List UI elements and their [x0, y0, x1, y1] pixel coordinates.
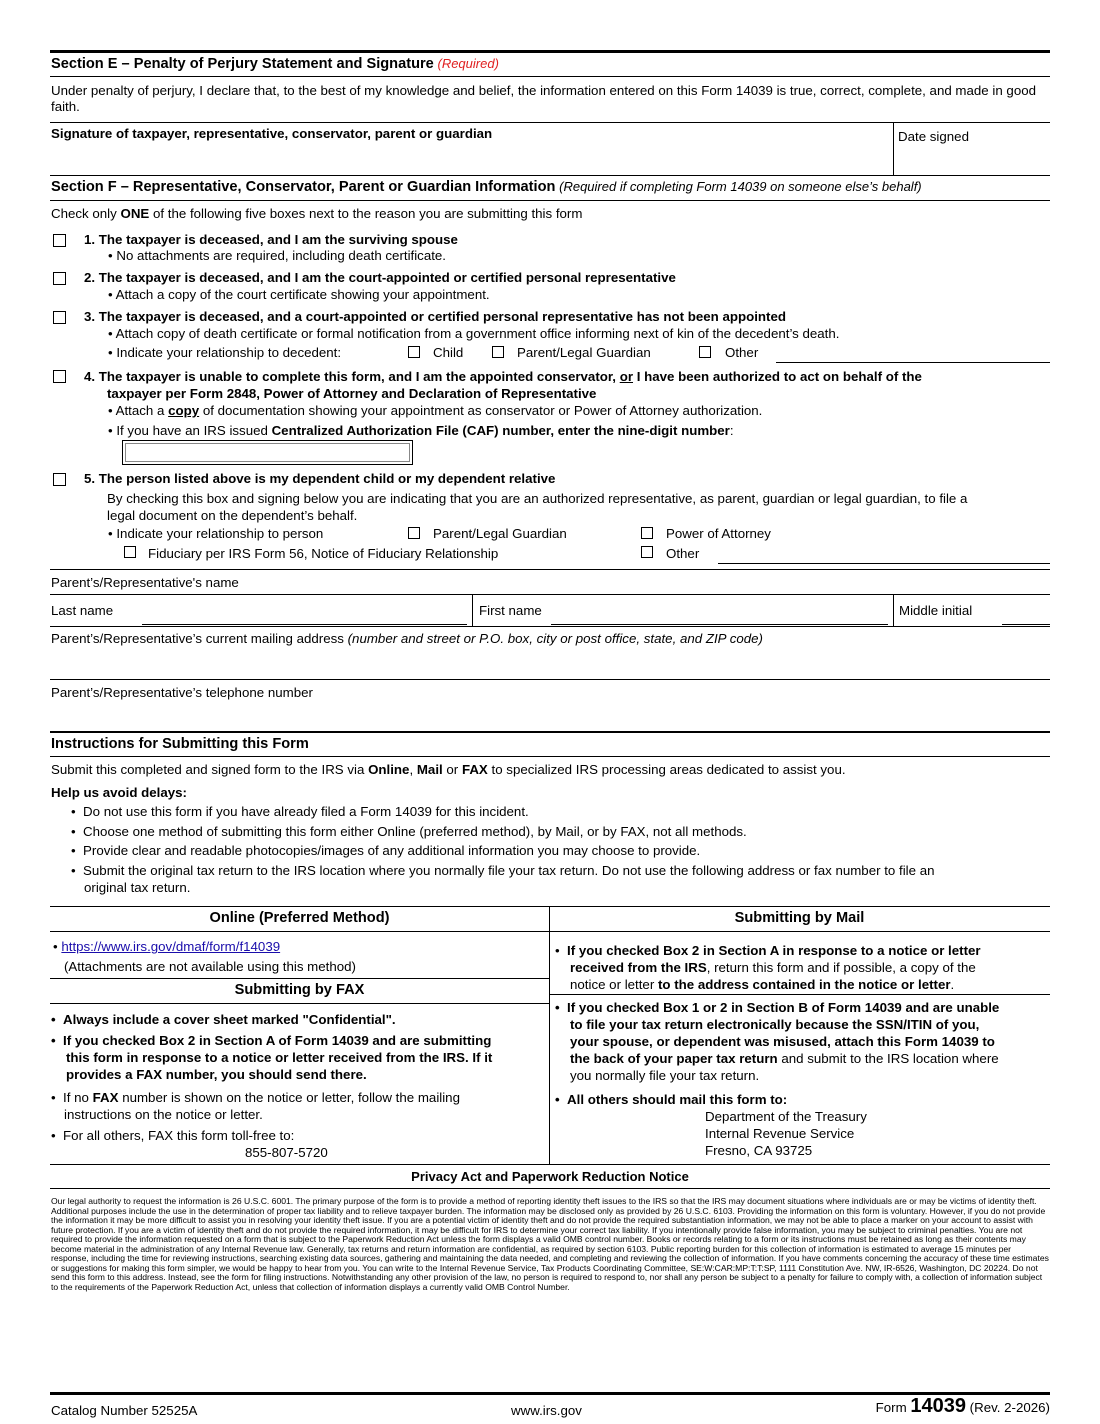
option-2-checkbox[interactable] — [53, 272, 66, 285]
date-signed-label: Date signed — [898, 129, 969, 144]
option-5-text-1: By checking this box and signing below you are indicating that you are an authorized representative, as parent, guardian or legal guardian, to file a — [107, 491, 968, 506]
text: Submit this completed and signed form to the IRS via — [51, 762, 369, 777]
text: to specialized IRS processing areas dedicated to assist you. — [487, 762, 846, 777]
option-5-title: 5. The person listed above is my dependent child or my dependent relative — [84, 471, 556, 486]
section-e-title: Section E – Penalty of Perjury Statement and Signature — [51, 56, 434, 72]
privacy-text: Our legal authority to request the information is 26 U.S.C. 6001. The primary purpose of the form is to provide a method of reporting identity theft issues to the IRS so that the IRS may document situations where individuals are or may be victims of identity theft. Additional purposes include the use in the determination of proper tax liability and to relieve taxpayer burden. The information may be disclosed only as provided by 26 U.S.C. 6103. Providing the information on this form is voluntary. However, if you do not provide the information it may be more difficult to assist you in resolving your identity theft issue. If you are a potential victim of identity theft and do not provide the required substantiation information, we may not be able to place a marker on your account to assist with future protection. If you are a victim of identity theft and do not provide the required information, it may be difficult for IRS to determine your correct tax liability. If you intentionally provide false information, you may be subject to criminal penalties. You are not required to provide the information requested on a form that is subject to the Paperwork Reduction Act unless the form displays a valid OMB control number. Books or records relating to a form or its instructions must be retained as long as their contents may become material in the administration of any Internal Revenue law. Generally, tax returns and return information are confidential, as required by section 6103. Public reporting burden for this collection of information is estimated to average 15 minutes per response, including the time for reviewing instructions, searching existing data sources, gathering and maintaining the data needed, and completing and reviewing the collection of information. If you have comments concerning the accuracy of these time estimates or suggestions for making this form simpler, we would be happy to hear from you. You can write to the Internal Revenue Service, Tax Products Coordinating Committee, SE:W:CAR:MP:T:T:SP, 1111 Constitution Ave. NW, IR-6526, Washington, DC 20224. Do not send this form to this address. Instead, see the form for filing instructions. Notwithstanding any other provision of the law, no person is required to respond to, nor shall any person be subject to a penalty for failure to comply with, a collection of information subject to the requirements of the Paperwork Reduction Act, unless that collection of information displays a currently valid OMB Control Number. — [51, 1196, 1049, 1292]
privacy-title: Privacy Act and Paperwork Reduction Notice — [411, 1169, 689, 1184]
relationship-other-label: Other — [725, 345, 759, 360]
catalog-number: Catalog Number 52525A — [51, 1403, 198, 1418]
top-rule — [50, 50, 1050, 53]
fax-number: 855-807-5720 — [245, 1145, 328, 1160]
text: 14039 — [910, 1395, 966, 1417]
section-f-heading — [51, 179, 922, 195]
text: to the address contained in the notice or letter — [657, 977, 951, 992]
container — [125, 443, 410, 462]
rule — [50, 200, 1050, 201]
text: Do not use this form if you have already filed a Form 14039 for this incident. — [83, 804, 529, 819]
website: www.irs.gov — [511, 1403, 582, 1418]
rep-name-label: Parent’s/Representative's name — [51, 575, 239, 590]
text: If no — [63, 1090, 93, 1105]
divider — [893, 594, 894, 626]
person-poa-label: Power of Attorney — [666, 526, 771, 541]
phone-label: Parent’s/Representative’s telephone number — [51, 685, 313, 700]
online-title: Online (Preferred Method) — [209, 910, 390, 926]
text: • Attach a — [108, 403, 169, 418]
person-poa-checkbox[interactable] — [641, 527, 653, 539]
instructions-title: Instructions for Submitting this Form — [51, 736, 309, 752]
relationship-other-checkbox[interactable] — [699, 346, 711, 358]
text: of documentation showing your appointment as conservator or Power of Attorney authorization. — [199, 403, 763, 418]
mail-address-3: Fresno, CA 93725 — [705, 1143, 813, 1158]
text: For all others, FAX this form toll-free to: — [63, 1128, 295, 1143]
text: . — [950, 977, 955, 992]
text: or — [619, 369, 634, 384]
address-label — [51, 631, 763, 647]
option-3-checkbox[interactable] — [53, 311, 66, 324]
text: Mail — [416, 762, 443, 777]
online-link-row: • https://www.irs.gov/dmaf/form/f14039 — [53, 939, 281, 954]
instructions-intro — [51, 762, 846, 778]
text: Form — [875, 1400, 911, 1415]
rule — [549, 994, 1050, 995]
option-4-bullet-2 — [108, 423, 734, 439]
required-tag: (Required) — [437, 56, 499, 71]
fax-bullet-2b: this form in response to a notice or letter received from the IRS. If it — [66, 1050, 493, 1065]
date-signed-field[interactable] — [896, 148, 1048, 174]
text: Centralized Authorization File (CAF) number, enter the nine-digit number — [271, 423, 730, 438]
text: Choose one method of submitting this form either Online (preferred method), by Mail, or by FAX, not all methods. — [83, 824, 747, 839]
divider — [549, 906, 550, 1164]
text: FAX — [92, 1090, 119, 1105]
help-heading: Help us avoid delays: — [51, 785, 187, 800]
mail-bullet-2b: to file your tax return electronically because the SSN/ITIN of you, — [570, 1017, 980, 1032]
person-other-label: Other — [666, 546, 700, 561]
option-3-bullet-1: • Attach copy of death certificate or formal notification from a government office informing next of kin of the decedent’s death. — [108, 326, 840, 341]
fax-bullet-2: • If you checked Box 2 in Section A of Form 14039 and are submitting — [51, 1033, 492, 1048]
mail-bullet-3: • All others should mail this form to: — [555, 1092, 788, 1107]
text: (Rev. 2-2026) — [965, 1400, 1050, 1415]
text: If you checked Box 1 or 2 in Section B of Form 14039 and are unable — [567, 1000, 1000, 1015]
mail-title: Submitting by Mail — [734, 910, 865, 926]
rule — [50, 569, 1050, 570]
text: : — [729, 423, 734, 438]
text: If you checked Box 2 in Section A in response to a notice or letter — [567, 943, 981, 958]
person-other-field[interactable] — [718, 563, 1050, 564]
delay-bullet-1: • Do not use this form if you have already filed a Form 14039 for this incident. — [71, 804, 529, 819]
text: I have been authorized to act on behalf of the — [633, 369, 922, 384]
section-f-subtitle: (Required if completing Form 14039 on someone else’s behalf) — [559, 179, 922, 194]
person-other-checkbox[interactable] — [641, 546, 653, 558]
online-link[interactable]: https://www.irs.gov/dmaf/form/f14039 — [61, 939, 281, 954]
rule — [50, 1188, 1050, 1189]
mail-bullet-2: • If you checked Box 1 or 2 in Section B of Form 14039 and are unable — [555, 1000, 1000, 1015]
text: • If you have an IRS issued — [108, 423, 272, 438]
section-e-heading — [51, 56, 499, 72]
option-1-checkbox[interactable] — [53, 234, 66, 247]
text: Submit the original tax return to the IRS location where you normally file your tax return. Do not use the following address or fax number to file an — [83, 863, 935, 878]
relationship-parent-checkbox[interactable] — [492, 346, 504, 358]
fax-title: Submitting by FAX — [234, 982, 365, 998]
fax-bullet-3: • If no FAX number is shown on the notice or letter, follow the mailing — [51, 1090, 460, 1105]
middle-initial-field[interactable] — [1002, 624, 1050, 625]
text: Check only — [51, 206, 121, 221]
rule — [50, 679, 1050, 680]
option-3-bullet-2: • Indicate your relationship to decedent: — [108, 345, 342, 360]
mail-bullet-1: • If you checked Box 2 in Section A in response to a notice or letter — [555, 943, 981, 958]
relationship-other-field[interactable] — [776, 362, 1050, 363]
rule — [50, 1003, 549, 1004]
text: 4. The taxpayer is unable to complete this form, and I am the appointed conservator, — [84, 369, 620, 384]
rule — [50, 756, 1050, 757]
address-field[interactable] — [51, 648, 1049, 678]
person-parent-label: Parent/Legal Guardian — [433, 526, 567, 541]
rule — [50, 1164, 1050, 1165]
divider — [893, 123, 894, 175]
option-1-bullet: • No attachments are required, including death certificate. — [108, 248, 446, 263]
mail-bullet-1b — [570, 960, 976, 976]
person-fiduciary-checkbox[interactable] — [124, 546, 136, 558]
last-name-field[interactable] — [142, 624, 467, 625]
text: the back of your paper tax return — [570, 1051, 778, 1066]
divider — [472, 594, 473, 626]
form-number — [875, 1395, 1050, 1417]
option-1-title: 1. The taxpayer is deceased, and I am the surviving spouse — [84, 232, 458, 247]
phone-field[interactable] — [51, 702, 1049, 730]
option-2-title: 2. The taxpayer is deceased, and I am the court-appointed or certified personal representative — [84, 270, 676, 285]
relationship-child-label: Child — [433, 345, 464, 360]
text: , — [409, 762, 417, 777]
text: , return this form and if possible, a copy of the — [706, 960, 976, 975]
perjury-statement: Under penalty of perjury, I declare that, to the best of my knowledge and belief, the information entered on this Form 14039 is true, correct, complete, and made in good faith. — [51, 83, 1037, 114]
middle-initial-label: Middle initial — [899, 603, 973, 618]
text: Always include a cover sheet marked "Confidential". — [63, 1012, 396, 1027]
text: All others should mail this form to: — [567, 1092, 788, 1107]
check-one-instruction — [51, 206, 582, 222]
option-5-checkbox[interactable] — [53, 473, 66, 486]
text: of the following five boxes next to the reason you are submitting this form — [149, 206, 583, 221]
option-4-checkbox[interactable] — [53, 370, 66, 383]
mail-bullet-2c: your spouse, or dependent was misused, attach this Form 14039 to — [570, 1034, 995, 1049]
online-note: (Attachments are not available using this method) — [64, 959, 356, 974]
rule — [50, 978, 549, 979]
text: or — [442, 762, 462, 777]
text: FAX — [461, 762, 488, 777]
fax-bullet-3b: instructions on the notice or letter. — [64, 1107, 263, 1122]
rule — [50, 626, 1050, 627]
option-4-title-line-1 — [84, 369, 922, 385]
delay-bullet-4b: original tax return. — [84, 880, 191, 895]
rule — [50, 122, 1050, 123]
text: number is shown on the notice or letter, follow the mailing — [118, 1090, 460, 1105]
option-4-title-line-2: taxpayer per Form 2848, Power of Attorney and Declaration of Representative — [107, 386, 597, 401]
mail-bullet-2e: you normally file your tax return. — [570, 1068, 760, 1083]
text: (number and street or P.O. box, city or post office, state, and ZIP code) — [347, 631, 763, 646]
last-name-label: Last name — [51, 603, 114, 618]
signature-label: Signature of taxpayer, representative, conservator, parent or guardian — [51, 126, 493, 141]
first-name-label: First name — [479, 603, 542, 618]
rule — [50, 731, 1050, 733]
text: copy — [168, 403, 200, 418]
text: Provide clear and readable photocopies/images of any additional information you may choose to provide. — [83, 843, 701, 858]
rule — [50, 931, 1050, 932]
person-fiduciary-label: Fiduciary per IRS Form 56, Notice of Fiduciary Relationship — [148, 546, 499, 561]
first-name-field[interactable] — [551, 624, 888, 625]
rule — [50, 906, 1050, 907]
relationship-child-checkbox[interactable] — [408, 346, 420, 358]
mail-address-1: Department of the Treasury — [705, 1109, 867, 1124]
delay-bullet-4: • Submit the original tax return to the IRS location where you normally file your tax return. Do not use the following address or fax number to file an — [71, 863, 935, 878]
mail-bullet-1c — [570, 977, 954, 993]
text: Online — [368, 762, 410, 777]
option-4-bullet-1 — [108, 403, 762, 419]
relationship-parent-label: Parent/Legal Guardian — [517, 345, 651, 360]
signature-field[interactable] — [51, 140, 889, 174]
text: Parent’s/Representative’s current mailing address — [51, 631, 348, 646]
section-f-title: Section F – Representative, Conservator, Parent or Guardian Information — [51, 179, 556, 195]
delay-bullet-2: • Choose one method of submitting this form either Online (preferred method), by Mail, or by FAX, not all methods. — [71, 824, 747, 839]
fax-bullet-1: • Always include a cover sheet marked "Confidential". — [51, 1012, 396, 1027]
rule — [50, 594, 1050, 595]
rule — [50, 76, 1050, 77]
fax-bullet-2c: provides a FAX number, you should send there. — [66, 1067, 367, 1082]
delay-bullet-3: • Provide clear and readable photocopies/images of any additional information you may choose to provide. — [71, 843, 701, 858]
text: notice or letter — [570, 977, 658, 992]
option-2-bullet: • Attach a copy of the court certificate showing your appointment. — [108, 287, 490, 302]
fax-bullet-4: • For all others, FAX this form toll-free to: — [51, 1128, 295, 1143]
person-parent-checkbox[interactable] — [408, 527, 420, 539]
rule — [50, 1392, 1050, 1395]
text: and submit to the IRS location where — [777, 1051, 999, 1066]
caf-number-input[interactable] — [122, 440, 413, 465]
text: received from the IRS — [570, 960, 707, 975]
mail-address-2: Internal Revenue Service — [705, 1126, 855, 1141]
option-3-title: 3. The taxpayer is deceased, and a court-appointed or certified personal representative has not been appointed — [84, 309, 786, 324]
rule — [50, 175, 1050, 176]
text: If you checked Box 2 in Section A of Form 14039 and are submitting — [63, 1033, 492, 1048]
mail-bullet-2d — [570, 1051, 999, 1067]
option-5-text-2: legal document on the dependent’s behalf. — [107, 508, 358, 523]
option-5-bullet: • Indicate your relationship to person — [108, 526, 324, 541]
text: ONE — [120, 206, 150, 221]
